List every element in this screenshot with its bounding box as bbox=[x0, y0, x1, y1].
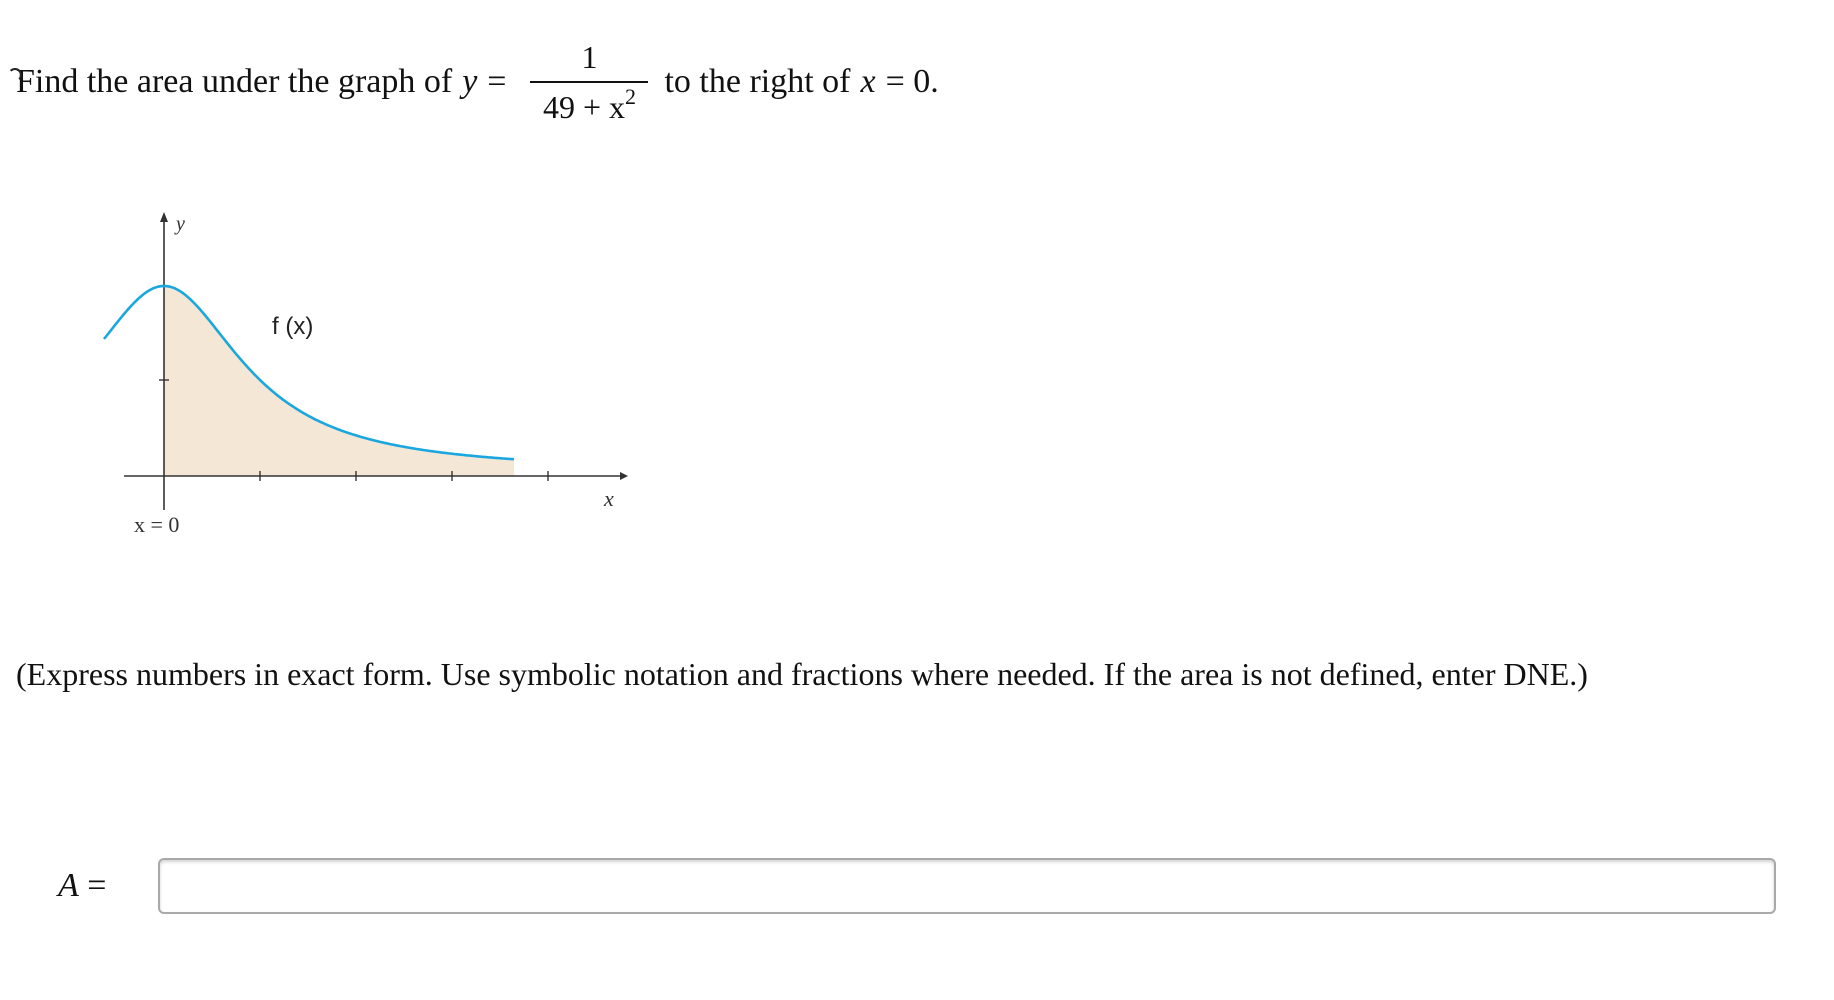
x-axis-arrow-icon bbox=[620, 472, 628, 480]
y-axis-label: y bbox=[176, 213, 185, 235]
answer-input[interactable] bbox=[158, 858, 1776, 914]
function-label: f (x) bbox=[272, 313, 314, 340]
question-prompt bbox=[16, 22, 939, 142]
graph-svg bbox=[100, 200, 640, 560]
function-fraction bbox=[530, 41, 648, 123]
question-marker-icon bbox=[8, 68, 22, 82]
area-graph bbox=[100, 200, 640, 560]
fraction-denominator bbox=[543, 83, 636, 123]
y-axis-arrow-icon bbox=[160, 212, 168, 222]
denominator-base: 49 + x bbox=[542, 89, 625, 125]
x-variable: x bbox=[860, 63, 876, 100]
answer-equals: = bbox=[87, 867, 107, 904]
instructions-text: (Express numbers in exact form. Use symbolic notation and fractions where needed. If the area is not defined, enter DNE.) bbox=[16, 656, 1588, 692]
x-axis-label: x bbox=[604, 486, 614, 511]
answer-row bbox=[58, 858, 1776, 914]
boundary-label: x = 0 bbox=[134, 512, 180, 537]
question-prefix: Find the area under the graph of bbox=[16, 63, 453, 100]
answer-variable: A bbox=[58, 867, 79, 904]
fraction-numerator: 1 bbox=[581, 39, 598, 75]
equals-sign: = bbox=[487, 63, 507, 100]
y-variable: y bbox=[462, 63, 478, 100]
question-suffix-value: = 0. bbox=[885, 63, 939, 100]
question-suffix-text: to the right of bbox=[664, 63, 851, 100]
area-fill bbox=[164, 286, 514, 476]
denominator-exponent: 2 bbox=[624, 84, 636, 109]
answer-label bbox=[58, 867, 158, 905]
